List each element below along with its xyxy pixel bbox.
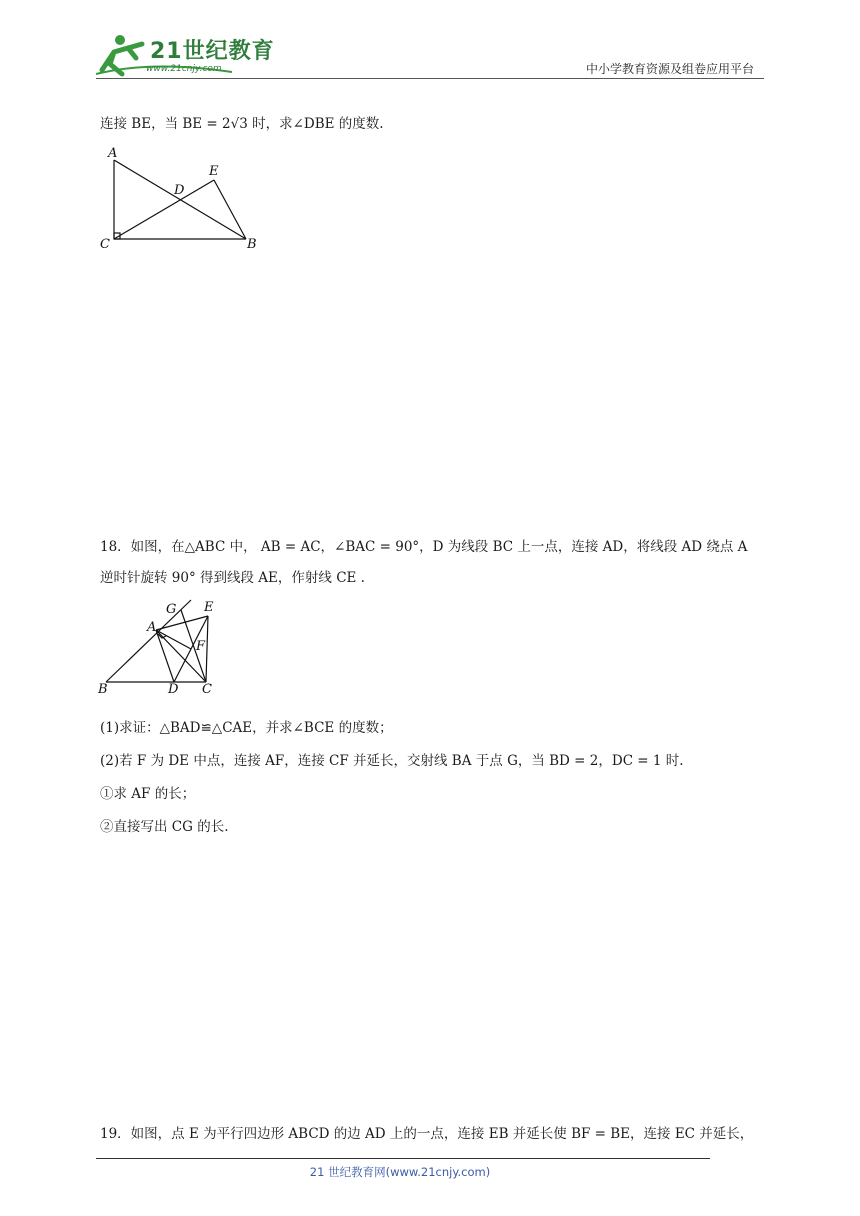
q18-sub1: ①求 AF 的长； (100, 786, 196, 802)
q18-sub2: ②直接写出 CG 的长. (100, 819, 229, 835)
q17-label-e: E (209, 164, 219, 179)
q18-label-e: E (204, 600, 214, 615)
q18-label-c: C (202, 682, 212, 697)
q18-figure (96, 596, 226, 700)
header-platform-title: 中小学教育资源及组卷应用平台 (585, 62, 754, 76)
q18-part2: (2)若 F 为 DE 中点，连接 AF，连接 CF 并延长，交射线 BA 于点 G，当 BD = 2，DC = 1 时. (100, 753, 684, 769)
q17-label-b: B (247, 237, 257, 252)
header-divider (96, 78, 764, 79)
q18-label-d: D (168, 682, 179, 697)
q17-label-a: A (108, 146, 118, 161)
logo-text: 21世纪教育 (150, 39, 275, 64)
q17-label-d: D (174, 183, 185, 198)
footer-site[interactable]: 21 世纪教育网(www.21cnjy.com) (309, 1165, 491, 1179)
q18-stem-line2: 逆时针旋转 90° 得到线段 AE，作射线 CE . (100, 570, 365, 586)
q17-text: 连接 BE，当 BE = 2√3 时，求∠DBE 的度数. (100, 116, 384, 132)
footer-divider (96, 1158, 710, 1159)
q18-part1: (1)求证：△BAD≌△CAE，并求∠BCE 的度数； (100, 720, 393, 736)
q17-label-c: C (100, 237, 110, 252)
q18-label-f: F (196, 639, 206, 654)
q19-stem: 19．如图，点 E 为平行四边形 ABCD 的边 AD 上的一点，连接 EB 并延长使 BF = BE，连接 EC 并延长， (100, 1126, 754, 1142)
q17-figure (98, 142, 268, 254)
logo-url: www.21cnjy.com (146, 64, 222, 74)
q18-label-g: G (166, 602, 177, 617)
q18-stem-line1: 18．如图，在△ABC 中， AB = AC，∠BAC = 90°，D 为线段 BC 上一点，连接 AD，将线段 AD 绕点 A (100, 539, 748, 555)
q18-label-a: A (147, 620, 157, 635)
q18-label-b: B (98, 682, 108, 697)
